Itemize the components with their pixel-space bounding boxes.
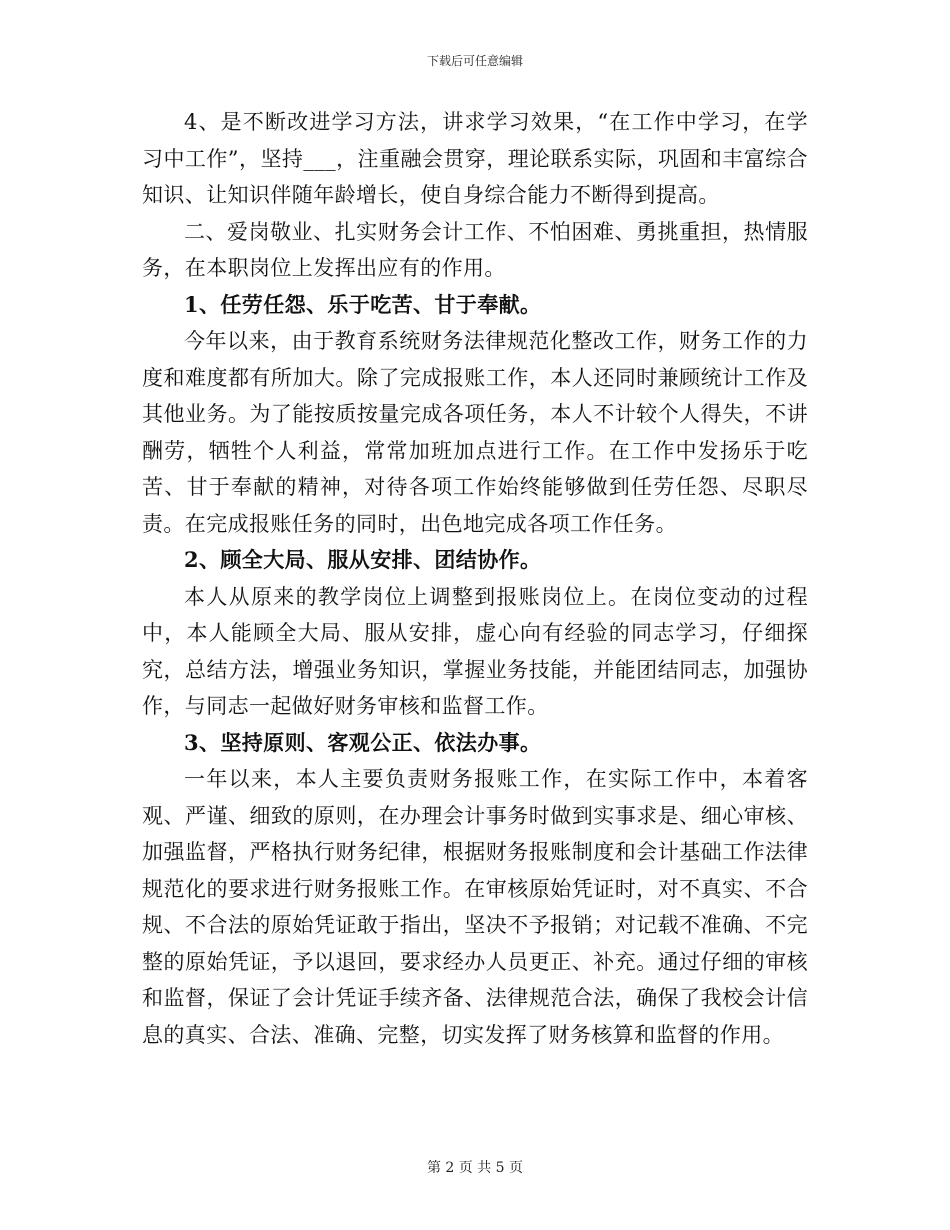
paragraph-hardwork: 今年以来，由于教育系统财务法律规范化整改工作，财务工作的力度和难度都有所加大。除了完成报账工作，本人还同时兼顾统计工作及其他业务。为了能按质按量完成各项任务，本人不计较个人得失，不讲酬劳，牺牲个人利益，常常加班加点进行工作。在工作中发扬乐于吃苦、甘于奉献的精神，对待各项工作始终能够做到任劳任怨、尽职尽责。在完成报账任务的同时，出色地完成各项工作任务。	[142, 329, 808, 536]
subheading-2: 2、顾全大局、服从安排、团结协作。	[184, 547, 542, 572]
page-footer: 第 2 页 共 5 页	[426, 1160, 524, 1176]
paragraph-principles: 一年以来，本人主要负责财务报账工作，在实际工作中，本着客观、严谨、细致的原则，在办理会计事务时做到实事求是、细心审核、加强监督，严格执行财务纪律，根据财务报账制度和会计基础工作法律规范化的要求进行财务报账工作。在审核原始凭证时，对不真实、不合规、不合法的原始凭证敢于指出，坚决不予报销；对记载不准确、不完整的原始凭证，予以退回，要求经办人员更正、补充。通过仔细的审核和监督，保证了会计凭证手续齐备、法律规范合法，确保了我校会计信息的真实、合法、准确、完整，切实发挥了财务核算和监督的作用。	[142, 767, 808, 1047]
page-header: 下载后可任意编辑	[426, 54, 523, 68]
document-body	[142, 104, 808, 1053]
paragraph-section-two: 二、爱岗敬业、扎实财务会计工作、不怕困难、勇挑重担，热情服务，在本职岗位上发挥出应有的作用。	[142, 219, 808, 280]
paragraph-teamwork: 本人从原来的教学岗位上调整到报账岗位上。在岗位变动的过程中，本人能顾全大局、服从安排，虚心向有经验的同志学习，仔细探究，总结方法，增强业务知识，掌握业务技能，并能团结同志，加强协作，与同志一起做好财务审核和监督工作。	[142, 584, 808, 718]
paragraph-study-method: 4、是不断改进学习方法，讲求学习效果，“在工作中学习，在学习中工作”，坚持___，注重融会贯穿，理论联系实际，巩固和丰富综合知识、让知识伴随年龄增长，使自身综合能力不断得到提高。	[142, 110, 808, 207]
subheading-3: 3、坚持原则、客观公正、依法办事。	[184, 729, 542, 755]
subheading-1: 1、任劳任怨、乐于吃苦、甘于奉献。	[184, 291, 542, 317]
